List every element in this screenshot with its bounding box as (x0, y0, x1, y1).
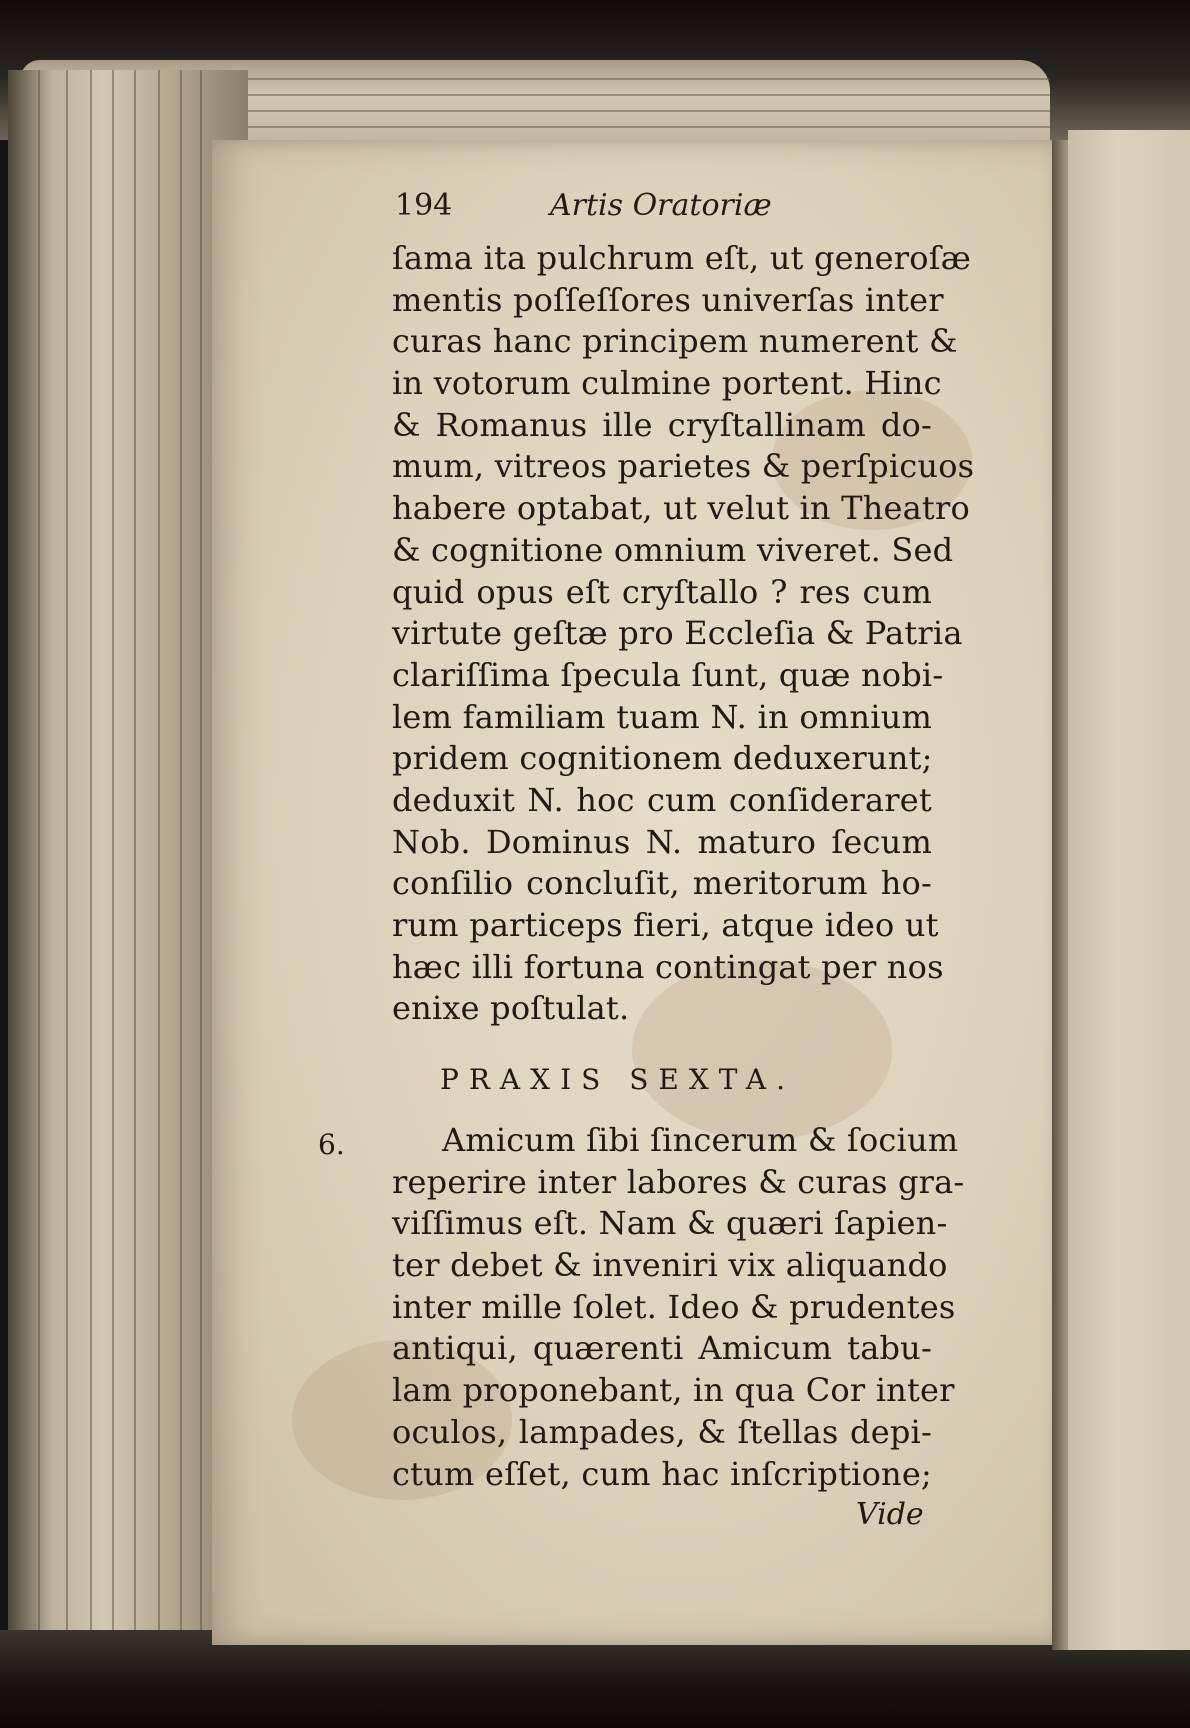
text-line: deduxit N. hoc cum conſideraret (392, 780, 932, 819)
text-line: ctum eſſet, cum hac inſcriptione; (392, 1454, 932, 1493)
page-number: 194 (395, 188, 453, 223)
text-line: inter mille ſolet. Ideo & prudentes (392, 1287, 956, 1326)
text-line: curas hanc principem numerent & (392, 322, 958, 361)
margin-number: 6. (318, 1128, 345, 1161)
text-line: in votorum culmine portent. Hinc (392, 364, 942, 403)
text-line: pridem cognitionem deduxerunt; (392, 739, 933, 778)
text-line: virtute geſtæ pro Eccleſia & Patria (392, 614, 963, 653)
text-line: Nob. Dominus N. maturo ſecum (392, 822, 932, 861)
text-line: ſama ita pulchrum eſt, ut generoſæ (392, 239, 972, 277)
section-heading: PRAXIS SEXTA. (440, 1063, 796, 1096)
text-line: lem familiam tuam N. in omnium (392, 697, 932, 736)
text-line: reperire inter labores & curas gra- (392, 1162, 965, 1201)
text-line: antiqui, quærenti Amicum tabu- (392, 1329, 932, 1368)
text-line: oculos, lampades, & ſtellas depi- (392, 1412, 932, 1451)
running-head (395, 188, 795, 228)
text-line: ter debet & inveniri vix aliquando (392, 1246, 948, 1285)
body-text (392, 238, 975, 1030)
text-line: habere optabat, ut velut in Theatro (392, 489, 970, 528)
text-line: Amicum ſibi ſincerum & ſocium (442, 1121, 959, 1159)
text-line: clariſſima ſpecula ſunt, quæ nobi- (392, 655, 944, 694)
text-line: mum, vitreos parietes & perſpicuos (392, 447, 975, 486)
text-line: lam proponebant, in qua Cor inter (392, 1371, 955, 1410)
text-line: hæc illi fortuna contingat per nos (392, 947, 944, 986)
facing-page-edge (1068, 130, 1190, 1650)
running-head-title: Artis Oratoriæ (550, 188, 772, 223)
text-line: & cognitione omnium viveret. Sed (392, 530, 954, 569)
text-line: quid opus eſt cryſtallo ? res cum (392, 572, 932, 611)
section-text (392, 1120, 965, 1495)
text-line: enixe poſtulat. (392, 989, 630, 1028)
text-line: mentis poſſeſſores univerſas inter (392, 280, 944, 319)
text-line: rum particeps fieri, atque ideo ut (392, 906, 939, 944)
catchword: Vide (856, 1497, 924, 1532)
text-line: conſilio concluſit, meritorum ho- (392, 864, 932, 903)
text-line: & Romanus ille cryſtallinam do- (392, 405, 932, 444)
text-line: viſſimus eſt. Nam & quæri ſapien- (392, 1204, 948, 1243)
